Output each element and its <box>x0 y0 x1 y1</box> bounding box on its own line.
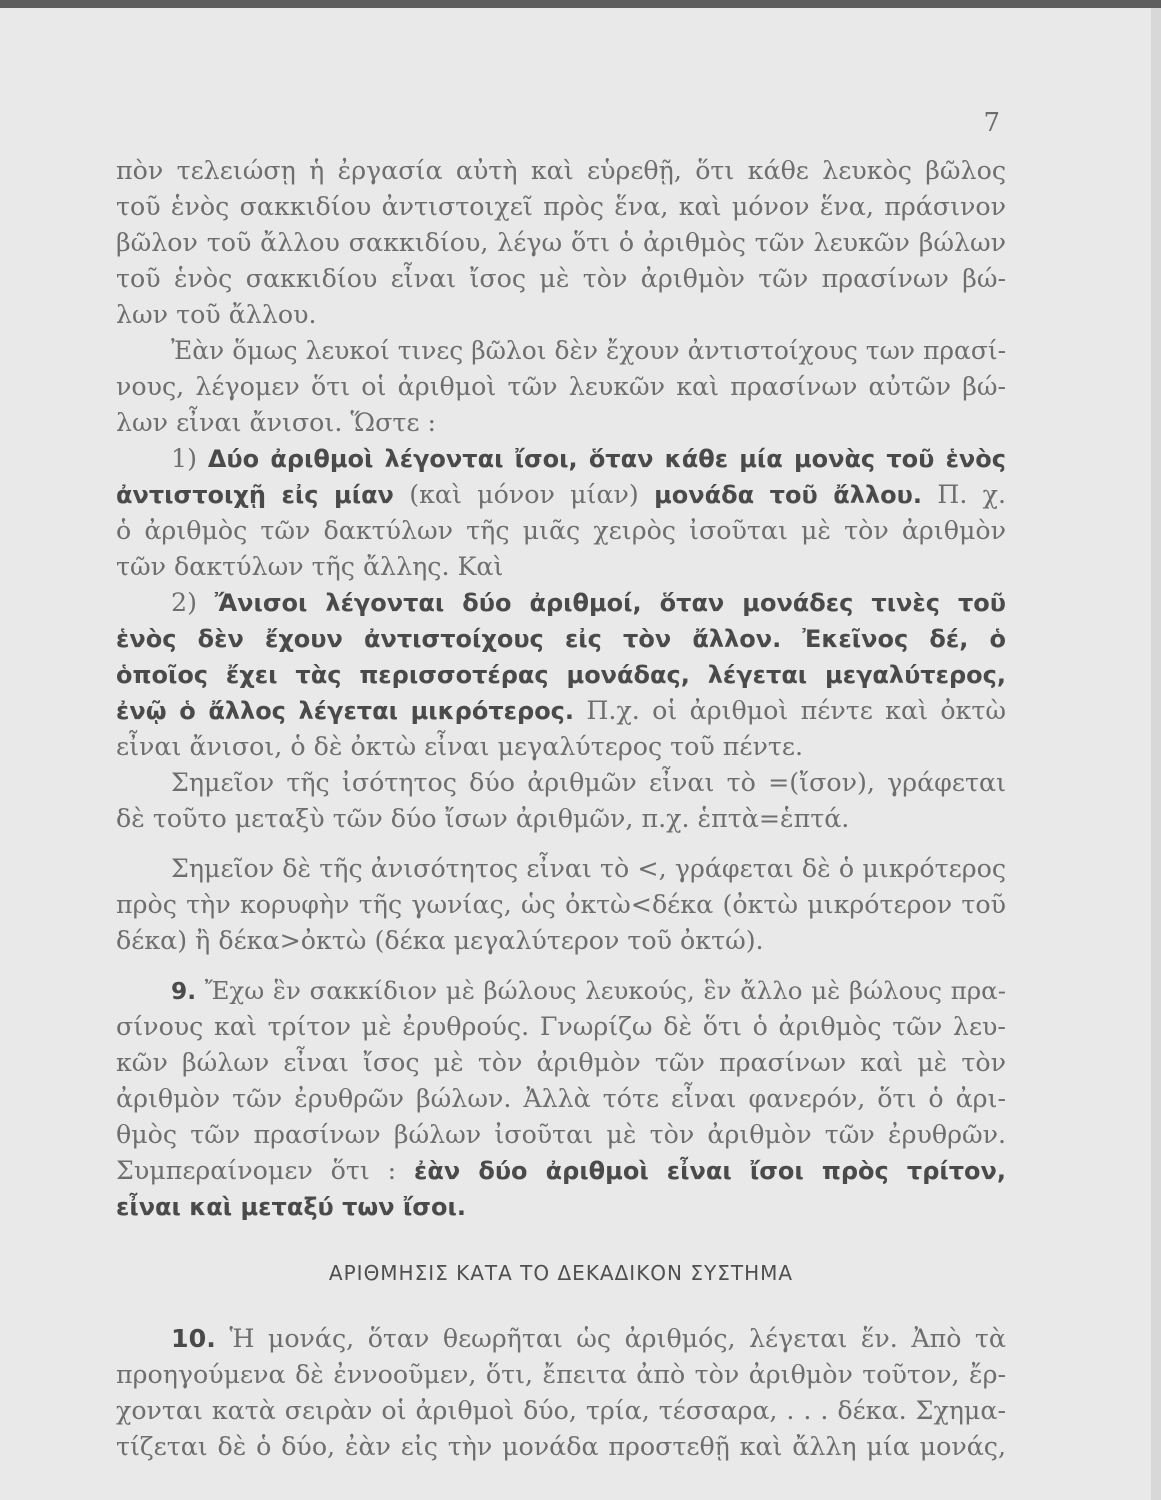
text-line: τῶν δακτύλων τῆς ἄλλης. Καὶ <box>116 552 504 581</box>
section-text: Ἔχω ἓν σακκίδιον μὲ βώλους λευκούς, ἓν ἄλλο μὲ βώλους πρα- <box>204 976 1006 1005</box>
heading-gap <box>116 1291 1006 1321</box>
definition-normal-text: Π. χ. <box>937 480 1007 509</box>
section-heading: ΑΡΙΘΜΗΣΙΣ ΚΑΤΑ ΤΟ ΔΕΚΑΔΙΚΟΝ ΣΥΣΤΗΜΑ <box>328 1261 794 1285</box>
text-line: Σημεῖον δὲ τῆς ἀνισότητος εἶναι τὸ <, γράφεται δὲ ὁ μικρότερος <box>171 854 1006 883</box>
definition-bold-text: ἐνῷ ὁ ἄλλος λέγεται μικρότερος. <box>116 697 575 725</box>
section-text: Ἡ μονάς, ὅταν θεωρῆται ὡς ἀριθμός, λέγεται ἕν. Ἀπὸ τὰ <box>229 1324 1006 1353</box>
text-line: τοῦ ἑνὸς σακκιδίου εἶναι ἴσος μὲ τὸν ἀριθμὸν τῶν πρασίνων βώ- <box>116 264 1006 293</box>
section-9-conclusion-line <box>116 1153 1006 1189</box>
definition-normal-text: Π.χ. οἱ ἀριθμοὶ πέντε καὶ ὀκτὼ <box>586 696 1006 725</box>
definition-bold-text: Δύο ἀριθμοὶ λέγονται ἴσοι, ὅταν κάθε μία μονὰς τοῦ ἑνὸς <box>207 445 1006 473</box>
definition-unequal-line <box>116 621 1006 657</box>
heading-gap <box>116 1225 1006 1255</box>
section-number: 9. <box>171 978 197 1005</box>
definition-unequal-line <box>116 657 1006 693</box>
definition-bold-text: ἀντιστοιχῇ εἰς μίαν <box>116 481 394 509</box>
text-line: τοῦ ἑνὸς σακκιδίου ἀντιστοιχεῖ πρὸς ἕνα, καὶ μόνον ἕνα, πράσινον <box>116 192 1006 221</box>
conclusion-bold-text: εἶναι καὶ μεταξύ των ἴσοι. <box>116 1193 466 1221</box>
text-line: δέκα) ἢ δέκα>ὀκτὼ (δέκα μεγαλύτερον τοῦ ὀκτώ). <box>116 926 764 955</box>
conclusion-bold-text: ἐὰν δύο ἀριθμοὶ εἶναι ἴσοι πρὸς τρίτον, <box>414 1157 1007 1185</box>
paragraph-gap <box>116 837 1006 851</box>
text-line: προηγούμενα δὲ ἐννοοῦμεν, ὅτι, ἔπειτα ἀπὸ τὸν ἀριθμὸν τοῦτον, ἔρ- <box>116 1360 1006 1389</box>
definition-number: 1) <box>171 444 197 473</box>
text-line: εἶναι ἄνισοι, ὁ δὲ ὀκτὼ εἶναι μεγαλύτερος τοῦ πέντε. <box>116 732 804 761</box>
definition-normal-text: (καὶ μόνον μίαν) <box>409 480 639 509</box>
text-line: Σημεῖον τῆς ἰσότητος δύο ἀριθμῶν εἶναι τὸ =(ἴσον), γράφεται <box>171 768 1006 797</box>
text-line: τίζεται δὲ ὁ δύο, ἐὰν εἰς τὴν μονάδα προστεθῇ καὶ ἄλλη μία μονάς, <box>116 1432 1006 1461</box>
text-line: ἀριθμὸν τῶν ἐρυθρῶν βώλων. Ἀλλὰ τότε εἶναι φανερόν, ὅτι ὁ ἀρι- <box>116 1084 1006 1113</box>
definition-unequal-line <box>116 585 1006 621</box>
text-line: βῶλον τοῦ ἄλλου σακκιδίου, λέγω ὅτι ὁ ἀριθμὸς τῶν λευκῶν βώλων <box>116 228 1006 257</box>
section-9-conclusion-line <box>116 1189 1006 1225</box>
text-line: λων εἶναι ἄνισοι. Ὥστε : <box>116 408 437 437</box>
definition-equal-line <box>116 441 1006 477</box>
text-line: κῶν βώλων εἶναι ἴσος μὲ τὸν ἀριθμὸν τῶν πρασίνων καὶ μὲ τὸν <box>116 1048 1006 1077</box>
text-line: χονται κατὰ σειρὰν οἱ ἀριθμοὶ δύο, τρία, τέσσαρα, . . . δέκα. Σχημα- <box>116 1396 1006 1425</box>
section-9-line <box>116 973 1006 1009</box>
definition-unequal-line <box>116 693 1006 729</box>
section-10-line <box>116 1321 1006 1357</box>
definition-bold-text: ὁποῖος ἔχει τὰς περισσοτέρας μονάδας, λέγεται μεγαλύτερος, <box>116 661 1006 689</box>
text-line: πρὸς τὴν κορυφὴν τῆς γωνίας, ὡς ὀκτὼ<δέκα (ὀκτὼ μικρότερον τοῦ <box>116 890 1006 919</box>
page-number: 7 <box>983 108 1000 138</box>
text-line: σίνους καὶ τρίτον μὲ ἐρυθρούς. Γνωρίζω δὲ ὅτι ὁ ἀριθμὸς τῶν λευ- <box>116 1012 1006 1041</box>
paragraph-gap <box>116 959 1006 973</box>
definition-bold-text: ἑνὸς δὲν ἔχουν ἀντιστοίχους εἰς τὸν ἄλλον. Ἐκεῖνος δέ, ὁ <box>116 625 1006 653</box>
text-line: λων τοῦ ἄλλου. <box>116 300 317 329</box>
definition-number: 2) <box>171 588 197 617</box>
text-line: πὸν τελειώσῃ ἡ ἐργασία αὐτὴ καὶ εὑρεθῇ, ὅτι κάθε λευκὸς βῶλος <box>116 156 1006 185</box>
section-number: 10. <box>171 1324 216 1353</box>
text-line: Ἐὰν ὅμως λευκοί τινες βῶλοι δὲν ἔχουν ἀντιστοίχους των πρασί- <box>171 336 1006 365</box>
text-line: θμὸς τῶν πρασίνων βώλων ἰσοῦται μὲ τὸν ἀριθμὸν τῶν ἐρυθρῶν. <box>116 1120 1006 1149</box>
section-text: Συμπεραίνομεν ὅτι : <box>116 1156 397 1185</box>
text-line: ὁ ἀριθμὸς τῶν δακτύλων τῆς μιᾶς χειρὸς ἰσοῦται μὲ τὸν ἀριθμὸν <box>116 516 1006 545</box>
text-line: νους, λέγομεν ὅτι οἱ ἀριθμοὶ τῶν λευκῶν καὶ πρασίνων αὐτῶν βώ- <box>116 372 1006 401</box>
book-page <box>0 8 1161 1500</box>
definition-bold-text: Ἄνισοι λέγονται δύο ἀριθμοί, ὅταν μονάδες τινὲς τοῦ <box>214 589 1007 617</box>
definition-equal-line <box>116 477 1006 513</box>
body-text <box>116 153 1006 1465</box>
text-line: δὲ τοῦτο μεταξὺ τῶν δύο ἴσων ἀριθμῶν, π.χ. ἑπτὰ=ἑπτά. <box>116 804 850 833</box>
definition-bold-text: μονάδα τοῦ ἄλλου. <box>654 481 922 509</box>
